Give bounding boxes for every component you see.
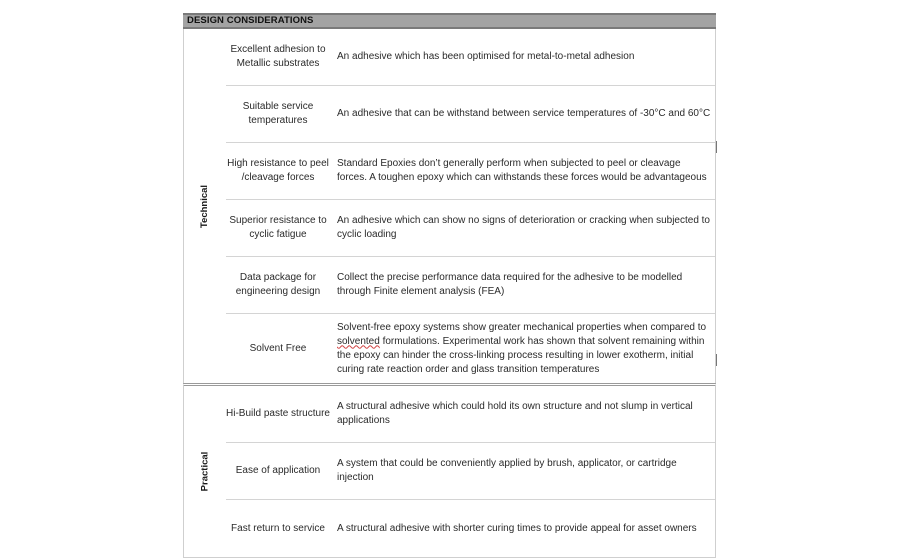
table-row — [226, 200, 715, 257]
design-considerations-table — [183, 13, 716, 558]
row-description: A system that could be conveniently applied by brush, applicator, or cartridge injection — [337, 458, 677, 483]
row-description: An adhesive that can be withstand between service temperatures of -30°C and 60°C — [337, 108, 711, 119]
row-label: Ease of application — [235, 465, 321, 476]
row-label: Fast return to service — [231, 522, 325, 534]
row-label: Hi-Build paste structure — [226, 408, 330, 419]
row-label: Suitable service temperatures — [242, 101, 314, 126]
table-row — [226, 257, 715, 314]
row-description: An adhesive which has been optimised for metal-to-metal adhesion — [337, 51, 635, 62]
text-cursor-mark — [716, 354, 717, 366]
row-description: A structural adhesive which could hold its own structure and not slump in vertical applications — [337, 401, 693, 426]
table-header: DESIGN CONSIDERATIONS — [183, 13, 716, 29]
row-description: An adhesive which can show no signs of deterioration or cracking when subjected to cyclic loading — [337, 215, 710, 240]
row-description: A structural adhesive with shorter curing times to provide appeal for asset owners — [337, 522, 697, 534]
row-description: Standard Epoxies don’t generally perform when subjected to peel or cleavage forces. A toughen epoxy which can withstands these forces would be advantageous — [337, 158, 707, 183]
row-label: High resistance to peel /cleavage forces — [227, 158, 329, 183]
table-row — [226, 386, 715, 443]
group-technical — [183, 29, 716, 383]
category-label: Practical — [199, 451, 211, 492]
spellcheck-flagged-word: solvented — [337, 335, 380, 347]
row-label: Solvent Free — [249, 342, 307, 354]
table-row — [226, 314, 715, 383]
row-label: Excellent adhesion to Metallic substrates — [230, 44, 326, 69]
table-row — [226, 29, 715, 86]
table-row — [226, 443, 715, 500]
table-row — [226, 86, 715, 143]
group-practical — [183, 383, 716, 558]
row-label: Superior resistance to cyclic fatigue — [229, 215, 327, 240]
category-cell-technical — [184, 29, 226, 383]
text-cursor-mark — [716, 141, 717, 153]
category-label: Technical — [199, 184, 211, 228]
row-description: Collect the precise performance data required for the adhesive to be modelled through Finite element analysis (FEA) — [337, 272, 683, 297]
table-row — [226, 500, 715, 557]
description-text: formulations. Experimental work has shown that solvent remaining within the epoxy can hinder the cross-linking process resulting in lower exotherm, initial curing rate reaction order and glass transition temperatures — [337, 335, 705, 375]
row-description — [330, 321, 715, 377]
row-label: Data package for engineering design — [235, 272, 321, 297]
category-cell-practical — [184, 386, 226, 557]
description-text: Solvent-free epoxy systems show greater mechanical properties when compared to — [337, 321, 707, 333]
table-row — [226, 143, 715, 200]
